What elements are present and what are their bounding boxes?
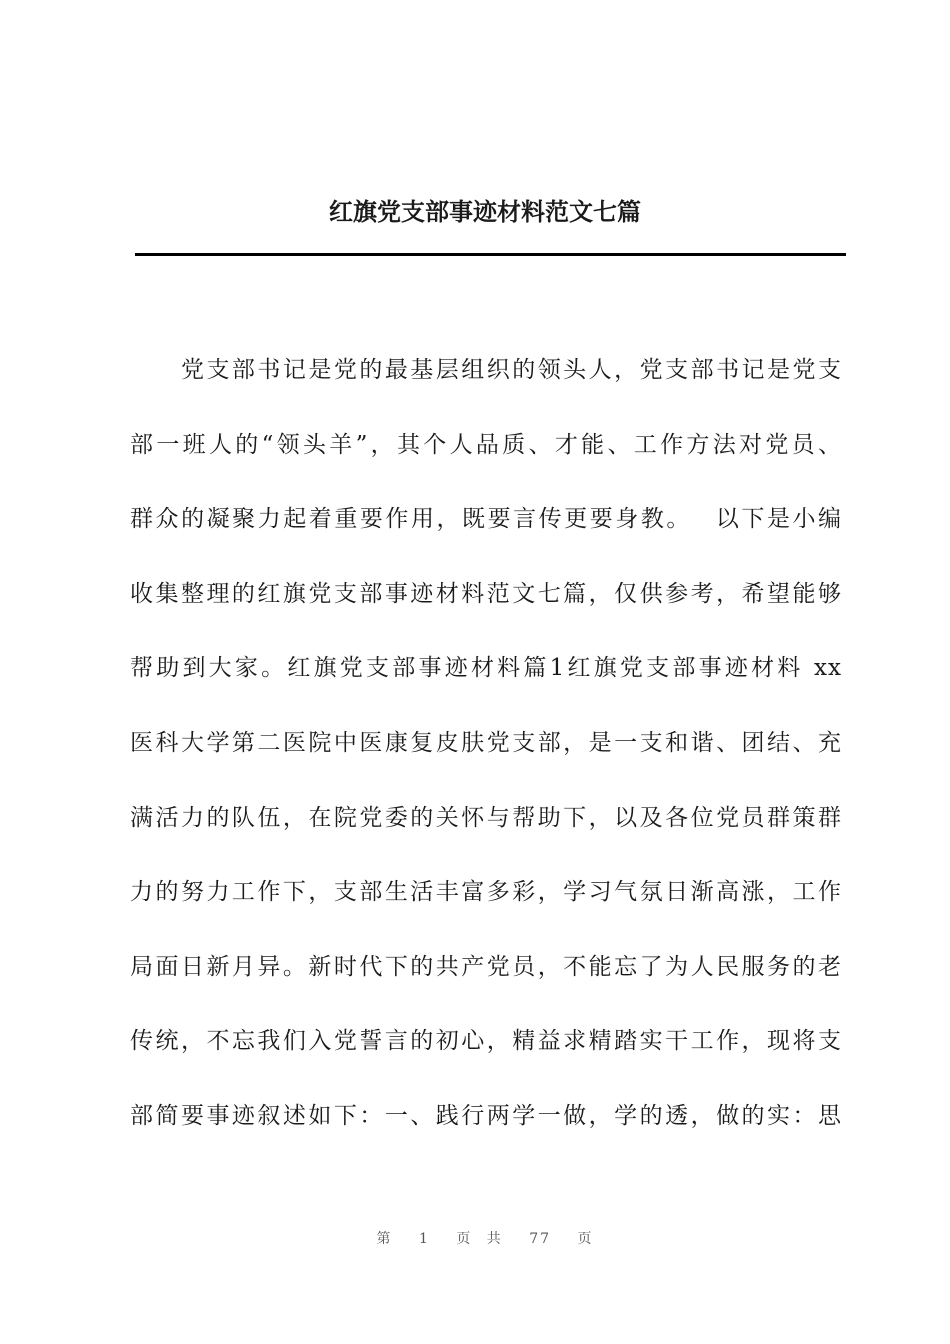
body-line: 满活力的队伍，在院党委的关怀与帮助下，以及各位党员群策群: [130, 804, 842, 831]
body-line: 党支部书记是党的最基层组织的领头人，党支部书记是党支: [130, 357, 842, 383]
footer-middle: 页 共: [456, 1231, 503, 1247]
body-line: 群众的凝聚力起着重要作用，既要言传更要身教。 以下是小编: [130, 506, 842, 533]
footer-current-page: 1: [418, 1231, 430, 1247]
body-line: 传统，不忘我们入党誓言的初心，精益求精踏实干工作，现将支: [130, 1028, 842, 1055]
body-line: 局面日新月异。新时代下的共产党员，不能忘了为人民服务的老: [130, 953, 842, 980]
title-underline: [135, 253, 846, 256]
body-line: 医科大学第二医院中医康复皮肤党支部，是一支和谐、团结、充: [130, 729, 842, 756]
page-footer: [0, 1228, 950, 1248]
body-line: 力的努力工作下，支部生活丰富多彩，学习气氛日渐高涨，工作: [130, 879, 842, 906]
document-title: 红旗党支部事迹材料范文七篇: [329, 197, 641, 226]
footer-prefix: 第: [376, 1231, 393, 1247]
document-body: [130, 350, 842, 1171]
body-line: 部一班人的“领头羊”，其个人品质、才能、工作方法对党员、: [130, 431, 842, 458]
body-line: 收集整理的红旗党支部事迹材料范文七篇，仅供参考，希望能够: [130, 580, 842, 607]
body-line: 帮助到大家。红旗党支部事迹材料篇1红旗党支部事迹材料 xx: [130, 655, 842, 682]
footer-total-pages: 77: [529, 1231, 552, 1247]
body-line: 部简要事迹叙述如下：一、践行两学一做，学的透，做的实：思: [130, 1102, 842, 1129]
footer-suffix: 页: [577, 1231, 594, 1247]
